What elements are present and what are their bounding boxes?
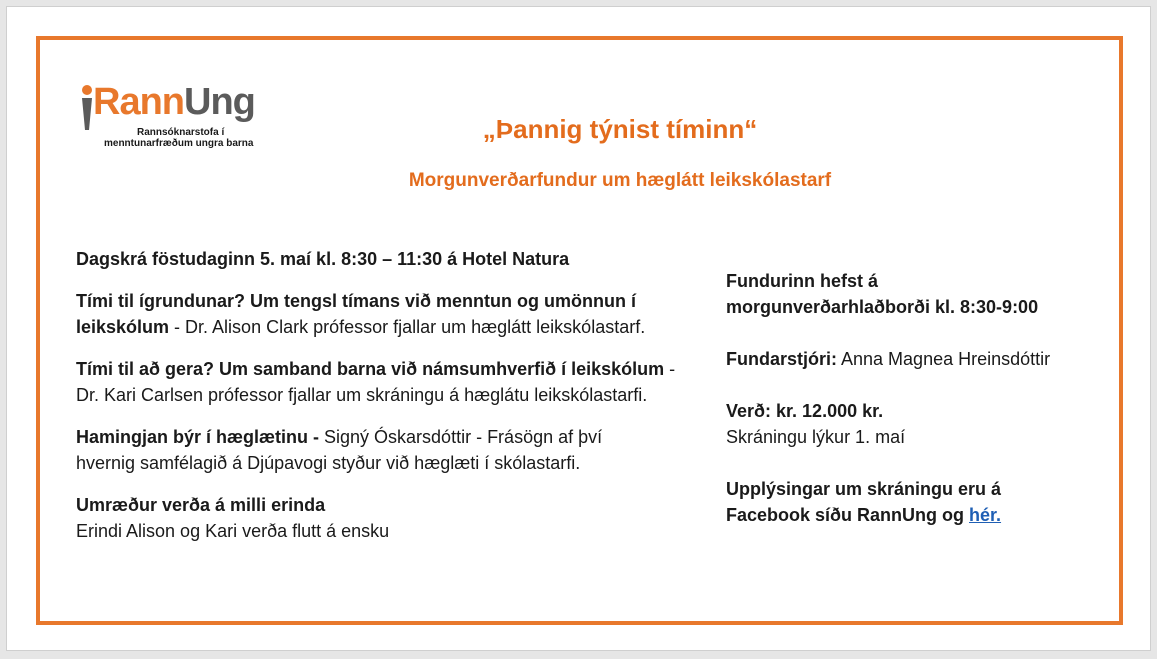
talk-2 xyxy=(76,356,691,408)
chair-name: Anna Magnea Hreinsdóttir xyxy=(837,349,1051,369)
deadline-info: Skráningu lýkur 1. maí xyxy=(726,427,906,447)
registration-link[interactable]: hér. xyxy=(969,505,1002,525)
talk-1-title: Tími til ígrundunar? Um tengsl tímans við menntun og umönnun í leikskólum xyxy=(76,291,636,337)
logo-wordmark xyxy=(93,80,255,124)
talk-2-title: Tími til að gera? Um samband barna við námsumhverfið í leikskólum xyxy=(76,359,665,379)
talk-1 xyxy=(76,288,716,340)
talk-2-speaker: - Dr. Kari Carlsen prófessor fjallar um skráningu á hæglátu leikskólastarfi. xyxy=(76,359,676,405)
rannung-logo xyxy=(79,81,279,150)
registration-text: Upplýsingar um skráningu eru á Facebook síðu RannUng og xyxy=(726,479,1002,525)
chair-info xyxy=(726,346,1106,372)
talk-3 xyxy=(76,424,646,476)
page-title: „Þannig týnist tíminn“ xyxy=(482,114,758,144)
program-column xyxy=(76,246,716,544)
logo-tagline-line1: Rannsóknarstofa í xyxy=(137,127,225,138)
price-info: Verð: kr. 12.000 kr. xyxy=(726,401,884,421)
discussion-title: Umræður verða á milli erinda xyxy=(76,495,326,515)
breakfast-info: Fundurinn hefst á morgunverðarhlaðborði kl. 8:30-9:00 xyxy=(726,271,1039,317)
talk-3-title: Hamingjan býr í hæglætinu - xyxy=(76,427,320,447)
logo-word-ung: Ung xyxy=(184,81,255,123)
talk-3-speaker: Signý Óskarsdóttir - Frásögn af því hvernig samfélagið á Djúpavogi styður við hæglæti í skólastarfi. xyxy=(76,427,603,473)
logo-tagline-line2: menntunarfræðum ungra barna xyxy=(104,138,254,149)
discussion-note: Erindi Alison og Kari verða flutt á ensku xyxy=(76,521,390,541)
registration-info xyxy=(726,476,1026,528)
program-heading: Dagskrá föstudaginn 5. maí kl. 8:30 – 11:30 á Hotel Natura xyxy=(76,249,570,269)
logo-tagline xyxy=(79,127,279,149)
page-subtitle: Morgunverðarfundur um hæglátt leikskólastarf xyxy=(408,170,832,191)
talk-1-speaker: - Dr. Alison Clark prófessor fjallar um hæglátt leikskólastarf. xyxy=(169,317,646,337)
info-column xyxy=(726,268,1106,528)
logo-word-rann: Rann xyxy=(93,81,184,123)
chair-label: Fundarstjóri: xyxy=(726,349,837,369)
